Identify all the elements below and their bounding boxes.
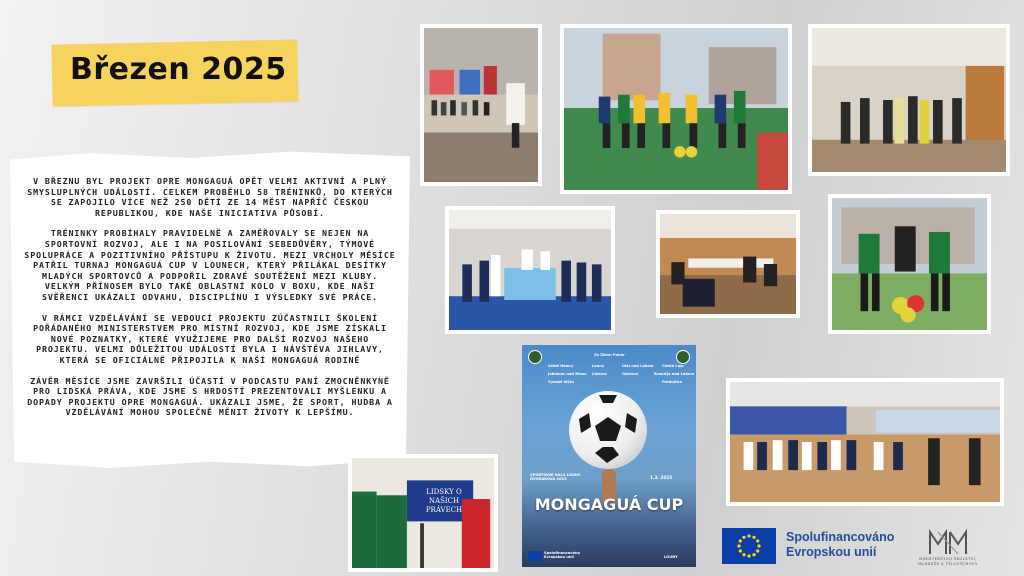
body-text (24, 176, 396, 428)
photo-boxing-gym (808, 24, 1010, 176)
paragraph-3: V RÁMCI VZDĚLÁVÁNÍ SE VEDOUCÍ PROJEKTU ZÚČASTNILI ŠKOLENÍ POŘÁDANÉHO MINISTERSTVEM PRO MÍSTNÍ ROZVOJ, KDE JSME ZÍSKALI NOVÉ POZNATKY, KTERÉ VYUŽIJEME PRO DALŠÍ ROZVOJ NAŠEHO PROJEKTU. VELMI DŮLEŽITOU UDÁLOSTÍ BYLA I NÁVŠTĚVA JIHLAVY, KTERÁ SE OFICIÁLNĚ PŘIPOJILA K NAŠÍ MONGAGUÁ RODINĚ (33, 312, 387, 365)
paragraph-1: V BŘEZNU BYL PROJEKT OPRE MONGAGUÁ OPĚT VELMI AKTIVNÍ A PLNÝ SMYSLUPLNÝCH UDÁLOSTÍ. CELKEM PROBĚHLO 58 TRÉNINKŮ, DO KTERÝCH SE ZAPOJILO VÍCE NEŽ 250 DĚTÍ ZE 14 MĚST NAPŘÍČ ČESKOU REPUBLIKOU, KDE NAŠE INICIATIVA PŮSOBÍ. (27, 176, 393, 218)
poster-town-2: Louny (592, 364, 605, 368)
photo-training-room (656, 210, 800, 318)
poster-title: MONGAGUÁ CUP (534, 495, 684, 514)
page-title: Březen 2025 (70, 52, 287, 87)
eu-cofunding-text (786, 530, 894, 560)
photo-coaches-outdoor (828, 194, 991, 334)
poster-ball (569, 391, 647, 469)
msmt-text-line-1: MINISTERSTVO ŠKOLSTVÍ, (919, 556, 977, 561)
photo-sports-hall (726, 378, 1004, 506)
podcast-screen-text: LIDSKY O NAŠICH PRÁVECH (425, 488, 463, 514)
poster-logo-right (676, 350, 690, 364)
poster-town-5: Jablonec nad Nisou (548, 372, 587, 376)
poster-town-8: Brandýs nad Labem (654, 372, 695, 376)
eu-text-line-1: Spolufinancováno (786, 530, 895, 544)
photo-boxing-kids (445, 206, 615, 334)
poster-town-9: Vysoké Mýto (548, 380, 574, 384)
poster-footer-town: LOUNY (664, 555, 678, 559)
msmt-text-line-2: MLÁDEŽE A TĚLOVÝCHOVY (918, 561, 978, 566)
photo-podcast (348, 454, 498, 572)
poster-town-1: Velké Hamry (548, 364, 574, 368)
msmt-text (908, 556, 988, 566)
photo-gym-kids (420, 24, 542, 186)
poster-logo-left (528, 350, 542, 364)
poster-town-10: Pardubice (662, 380, 683, 384)
eu-flag-logo (722, 528, 776, 564)
paragraph-4: ZÁVĚR MĚSÍCE JSME ZAVRŠILI ÚČASTÍ V PODCASTU PANÍ ZMOCNĚNKYNĚ PRO LIDSKÁ PRÁVA, KDE JSME S HRDOSTÍ PREZENTOVALI MYŠLENKU A DOPADY PROJEKTU OPRE MONGAGUÁ. UKÁZALI JSME, ŽE SPORT, HUDBA A VZDĚLÁVÁNÍ MOHOU SPOLEČNĚ MĚNIT ŽIVOTY K LEPŠÍMU. (27, 375, 393, 418)
photo-football-team (560, 24, 792, 194)
msmt-logo (928, 528, 968, 558)
mongagua-cup-poster (522, 345, 696, 567)
poster-venue: SPORTOVNÍ HALA LOUNY DVORAKOVA 2623 (530, 473, 581, 481)
poster-date: 1.3. 2025 (650, 475, 673, 480)
poster-town-7: Ostrava (622, 372, 638, 376)
poster-heading: Ze Zimní Pohár (594, 353, 625, 357)
poster-footer-eu: Spolufinancováno Evropskou unií (544, 551, 581, 559)
poster-town-6: Liberec (592, 372, 607, 376)
poster-eu-flag (528, 551, 542, 561)
eu-text-line-2: Evropskou unií (786, 545, 877, 559)
paragraph-2: TRÉNINKY PROBÍHALY PRAVIDELNĚ A ZAMĚŘOVALY SE NEJEN NA SPORTOVNÍ ROZVOJ, ALE I NA POSILOVÁNÍ SEBEDŮVĚRY, TÝMOVÉ SPOLUPRÁCE A POZITIVNÍHO PŘÍSTUPU K ŽIVOTU. MEZI VRCHOLY MĚSÍCE PATŘIL TURNAJ MONGAGUÁ CUP V LOUNECH, KTERÝ PŘILÁKAL DESÍTKY MLADÝCH SPORTOVCŮ A PODPOŘIL ZDRAVÉ SOUTĚŽENÍ MEZI KLUBY. VELKÝM PŘÍNOSEM BYLO TAKÉ OBLASTNÍ KOLO V BOXU, KDE NAŠI SVĚŘENCI UKÁZALI ODVAHU, DISCIPLÍNU I VÝSLEDKY SVÉ PRÁCE. (24, 228, 396, 302)
poster-town-3: Ústí nad Labem (622, 364, 654, 368)
poster-town-4: Česká Lípa (662, 364, 684, 368)
